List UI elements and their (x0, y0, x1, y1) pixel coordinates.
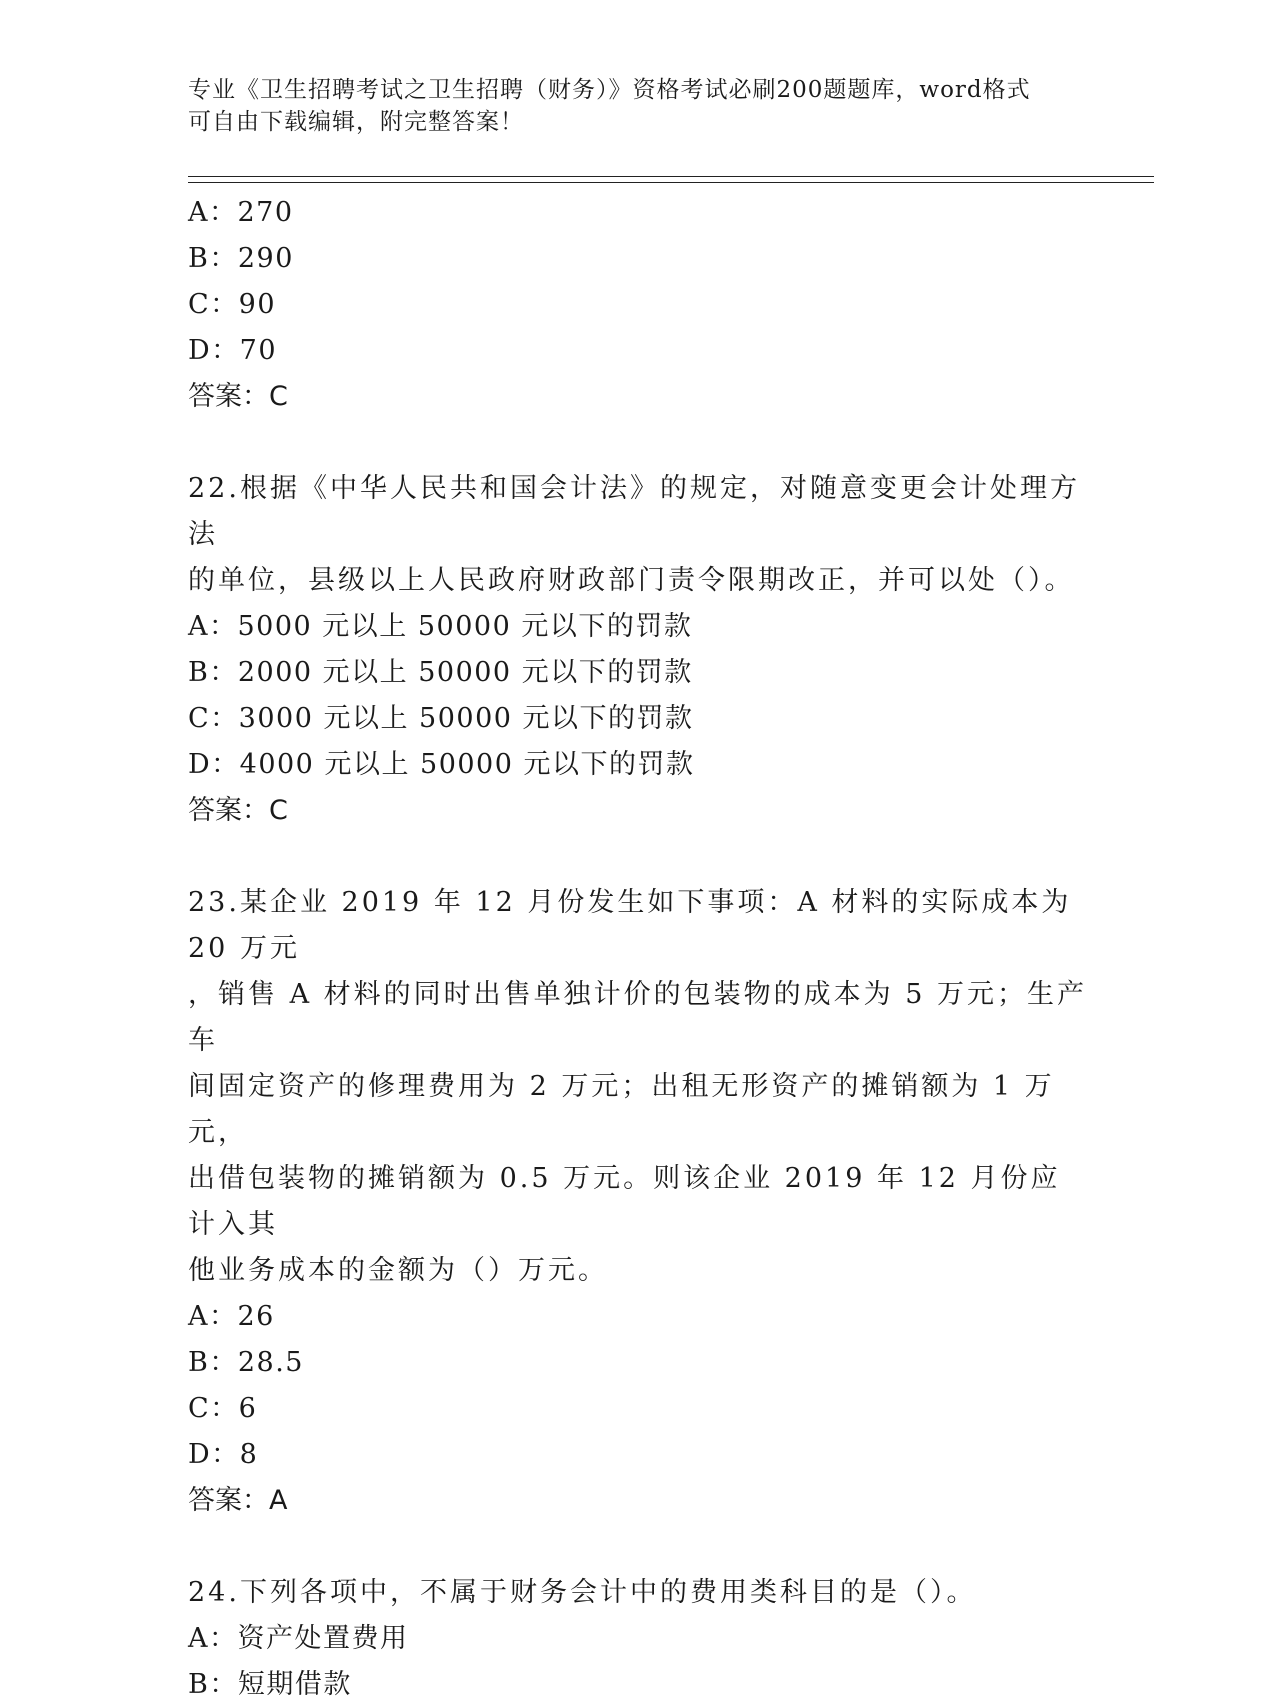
answer-line: 答案：A (188, 1485, 288, 1516)
option-c: C：90 (188, 289, 277, 320)
question-content (188, 190, 1108, 1708)
option-b: B：290 (188, 243, 294, 274)
answer-line: 答案：C (188, 795, 288, 826)
option-a: A：26 (188, 1301, 275, 1332)
header-divider-top (188, 176, 1154, 177)
question-text-line: 24.下列各项中，不属于财务会计中的费用类科目的是（）。 (188, 1577, 977, 1608)
option-a: A：资产处置费用 (188, 1623, 409, 1654)
question-text-line: 他业务成本的金额为（）万元。 (188, 1255, 608, 1286)
option-b: B：2000 元以上 50000 元以下的罚款 (188, 657, 693, 688)
header-divider-bottom (188, 182, 1154, 183)
option-d: D：8 (188, 1439, 259, 1470)
header-line-1: 专业《卫生招聘考试之卫生招聘（财务）》资格考试必刷200题题库，word格式 (188, 77, 1031, 103)
question-text-line: ，销售 A 材料的同时出售单独计价的包装物的成本为 5 万元；生产车 (188, 979, 1088, 1056)
question-24-block (188, 1570, 1108, 1708)
question-23-block (188, 880, 1108, 1524)
option-a: A：5000 元以上 50000 元以下的罚款 (188, 611, 693, 642)
document-header (188, 74, 1068, 138)
header-line-2: 可自由下载编辑，附完整答案！ (188, 109, 524, 135)
option-b: B：短期借款 (188, 1669, 352, 1700)
option-c: C：3000 元以上 50000 元以下的罚款 (188, 703, 694, 734)
question-22-block (188, 466, 1108, 834)
option-a: A：270 (188, 197, 294, 228)
question-21-block (188, 190, 1108, 420)
answer-line: 答案：C (188, 381, 288, 412)
option-d: D：4000 元以上 50000 元以下的罚款 (188, 749, 695, 780)
question-text-line: 23.某企业 2019 年 12 月份发生如下事项：A 材料的实际成本为 20 万元 (188, 887, 1072, 964)
question-text-line: 的单位，县级以上人民政府财政部门责令限期改正，并可以处（）。 (188, 565, 1075, 596)
option-d: D：70 (188, 335, 278, 366)
option-b: B：28.5 (188, 1347, 304, 1378)
question-text-line: 出借包装物的摊销额为 0.5 万元。则该企业 2019 年 12 月份应计入其 (188, 1163, 1061, 1240)
question-text-line: 间固定资产的修理费用为 2 万元；出租无形资产的摊销额为 1 万元， (188, 1071, 1055, 1148)
option-c: C：6 (188, 1393, 258, 1424)
question-text-line: 22.根据《中华人民共和国会计法》的规定，对随意变更会计处理方法 (188, 473, 1080, 550)
